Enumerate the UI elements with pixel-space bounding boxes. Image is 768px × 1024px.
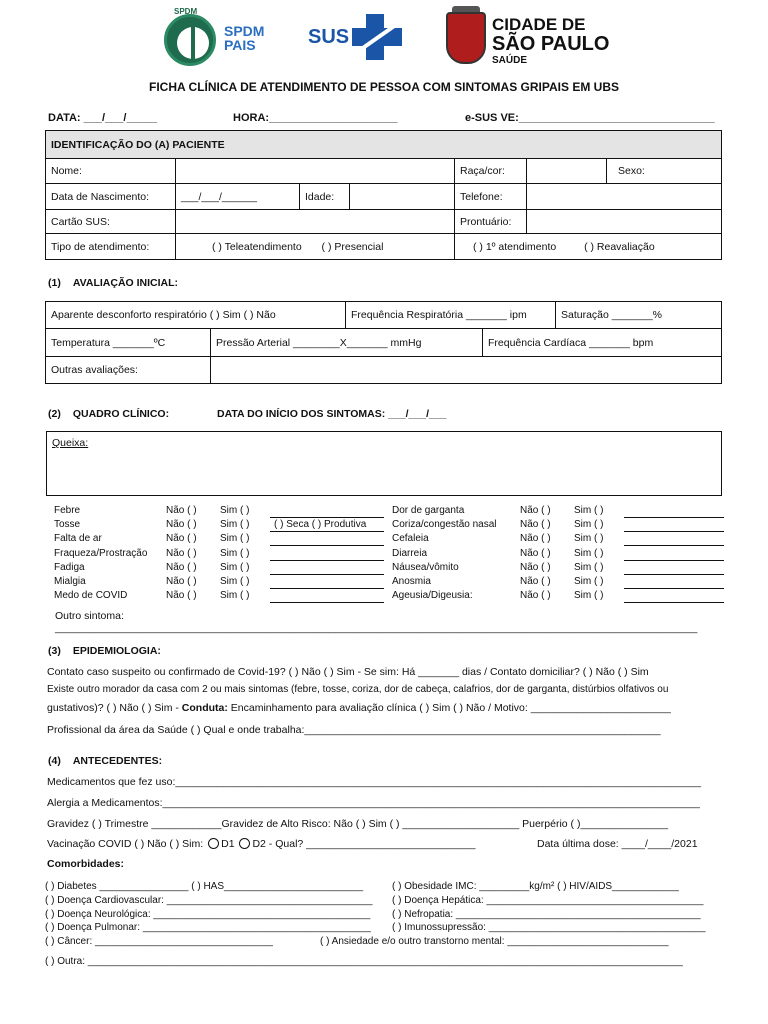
raca-label: Raça/cor: <box>455 159 527 184</box>
avaliacao-table <box>45 301 722 329</box>
symptom-nao-checkbox[interactable]: Não ( ) <box>166 533 197 545</box>
tosse-tipo-options[interactable]: ( ) Seca ( ) Produtiva <box>274 519 367 531</box>
idade-input[interactable] <box>350 184 455 210</box>
symptom-label: Diarreia <box>392 547 428 559</box>
symptom-detail-line[interactable] <box>270 560 384 561</box>
ultima-dose-field[interactable]: Data última dose: ____/____/2021 <box>537 838 698 850</box>
tipo-options <box>176 234 455 260</box>
primeiro-atendimento-checkbox[interactable]: ( ) 1º atendimento <box>473 240 557 253</box>
raca-input[interactable] <box>527 159 607 184</box>
symptom-nao-checkbox[interactable]: Não ( ) <box>166 561 197 573</box>
symptom-detail-line[interactable] <box>624 560 724 561</box>
spdm-logo-text: SPDM PAIS <box>224 23 265 53</box>
teleatendimento-checkbox[interactable]: ( ) Teleatendimento <box>212 240 302 253</box>
symptom-nao-checkbox[interactable]: Não ( ) <box>520 519 551 531</box>
symptom-sim-checkbox[interactable]: Sim ( ) <box>220 576 250 587</box>
symptom-nao-checkbox[interactable]: Não ( ) <box>166 547 197 559</box>
reavaliacao-checkbox[interactable]: ( ) Reavaliação <box>584 240 655 253</box>
symptom-label: Coriza/congestão nasal <box>392 519 497 531</box>
symptom-nao-checkbox[interactable]: Não ( ) <box>166 505 197 516</box>
symptom-label: Medo de COVID <box>54 590 128 602</box>
symptom-sim-checkbox[interactable]: Sim ( ) <box>574 576 604 587</box>
symptom-nao-checkbox[interactable]: Não ( ) <box>520 533 551 545</box>
alergia-field[interactable]: Alergia a Medicamentos:____________________________________________________________________________________________ <box>47 797 700 809</box>
prontuario-input[interactable] <box>527 210 722 234</box>
symptom-label: Falta de ar <box>54 533 102 545</box>
cartao-label: Cartão SUS: <box>46 210 176 234</box>
symptom-detail-line[interactable] <box>270 545 384 546</box>
symptom-detail-line[interactable] <box>270 588 384 589</box>
sexo-cell[interactable]: Sexo: <box>607 159 722 184</box>
cardiovascular-field[interactable]: ( ) Doença Cardiovascular: _____________________________________ <box>45 895 373 906</box>
symptom-label: Fraqueza/Prostração <box>54 547 148 559</box>
sus-logo-text: SUS <box>308 26 350 48</box>
inicio-sintomas-field[interactable]: DATA DO INÍCIO DOS SINTOMAS: ___/___/___ <box>217 408 447 420</box>
symptom-sim-checkbox[interactable]: Sim ( ) <box>220 533 250 545</box>
symptom-sim-checkbox[interactable]: Sim ( ) <box>574 533 604 545</box>
symptom-label: Náusea/vômito <box>392 561 459 573</box>
symptom-label: Fadiga <box>54 561 85 573</box>
antecedentes-heading: (4) ANTECEDENTES: <box>48 755 163 767</box>
symptom-nao-checkbox[interactable]: Não ( ) <box>520 547 551 559</box>
symptom-sim-checkbox[interactable]: Sim ( ) <box>220 547 250 559</box>
diabetes-field[interactable]: ( ) Diabetes ________________ ( ) HAS_________________________ <box>45 881 364 892</box>
queixa-label: Queixa: <box>52 437 89 449</box>
shield-icon <box>446 12 486 64</box>
hora-field[interactable]: HORA:_____________________ <box>233 112 398 124</box>
contato-line[interactable]: Contato caso suspeito ou confirmado de Covid-19? ( ) Não ( ) Sim - Se sim: Há _______ dias / Contato domiciliar? ( ) Não ( ) Sim <box>47 666 649 678</box>
avaliacao-table-2 <box>45 328 722 384</box>
nome-input[interactable] <box>176 159 455 184</box>
symptom-detail-line[interactable] <box>624 545 724 546</box>
symptom-sim-checkbox[interactable]: Sim ( ) <box>220 505 250 516</box>
tipo-label: Tipo de atendimento: <box>46 234 176 260</box>
telefone-label: Telefone: <box>455 184 527 210</box>
spdm-emblem-text: SPDM <box>174 7 198 16</box>
pressao-field[interactable]: Pressão Arterial ________X_______ mmHg <box>211 329 483 357</box>
telefone-input[interactable] <box>527 184 722 210</box>
hepatica-field[interactable]: ( ) Doença Hepática: _______________________________________ <box>392 895 704 906</box>
symptom-nao-checkbox[interactable]: Não ( ) <box>166 519 197 531</box>
profissional-line[interactable]: Profissional da área da Saúde ( ) Qual e onde trabalha:_____________________________________________________________ <box>47 724 661 736</box>
neurologica-field[interactable]: ( ) Doença Neurológica: _______________________________________ <box>45 909 371 920</box>
symptom-sim-checkbox[interactable]: Sim ( ) <box>574 590 604 602</box>
pulmonar-field[interactable]: ( ) Doença Pulmonar: _________________________________________ <box>45 922 371 933</box>
ansiedade-field[interactable]: ( ) Ansiedade e/o outro transtorno mental: _____________________________ <box>320 936 669 947</box>
symptom-detail-line[interactable] <box>624 588 724 589</box>
symptom-nao-checkbox[interactable]: Não ( ) <box>520 561 551 573</box>
symptom-detail-line[interactable] <box>624 531 724 532</box>
symptom-sim-checkbox[interactable]: Sim ( ) <box>574 547 604 559</box>
symptom-sim-checkbox[interactable]: Sim ( ) <box>220 590 250 602</box>
esus-field[interactable]: e-SUS VE:________________________________ <box>465 112 715 124</box>
d1-radio[interactable] <box>208 838 219 849</box>
cancer-field[interactable]: ( ) Câncer: ________________________________ <box>45 936 273 947</box>
symptom-label: Tosse <box>54 519 81 531</box>
symptom-detail-line <box>270 531 384 532</box>
page-title: FICHA CLÍNICA DE ATENDIMENTO DE PESSOA COM SINTOMAS GRIPAIS EM UBS <box>148 80 620 94</box>
outra-field[interactable]: ( ) Outra: ___________________________________________________________________________________________________________ <box>45 956 683 967</box>
atendimento-options <box>455 234 722 260</box>
outras-input[interactable] <box>211 357 722 384</box>
medicamentos-field[interactable]: Medicamentos que fez uso:__________________________________________________________________________________________ <box>47 776 701 788</box>
gravidez-field[interactable]: Gravidez ( ) Trimestre ____________Gravidez de Alto Risco: Não ( ) Sim ( ) ____________________ Puerpério ( )_______________ <box>47 818 669 830</box>
d2-radio[interactable] <box>239 838 250 849</box>
prontuario-label: Prontuário: <box>455 210 527 234</box>
outro-sintoma-field[interactable]: Outro sintoma: ______________________________________________________________________________________________________________ <box>55 610 698 634</box>
symptom-detail-line[interactable] <box>270 574 384 575</box>
symptom-detail-line[interactable] <box>270 602 384 603</box>
obesidade-field[interactable]: ( ) Obesidade IMC: _________kg/m² ( ) HIV/AIDS____________ <box>392 881 679 892</box>
symptom-label: Dor de garganta <box>392 505 465 516</box>
symptom-label: Ageusia/Digeusia: <box>392 590 473 602</box>
imunossupressao-field[interactable]: ( ) Imunossupressão: _______________________________________ <box>392 922 706 933</box>
idade-label: Idade: <box>300 184 350 210</box>
symptom-detail-line[interactable] <box>624 602 724 603</box>
cartao-input[interactable] <box>176 210 455 234</box>
nascimento-input[interactable]: ___/___/______ <box>176 184 300 210</box>
sus-logo <box>308 12 406 62</box>
queixa-box[interactable] <box>46 431 722 496</box>
comorbidades-heading: Comorbidades: <box>47 858 125 870</box>
conduta-line[interactable]: gustativos)? ( ) Não ( ) Sim - Conduta: Encaminhamento para avaliação clínica ( ) Sim ( ) Não / Motivo: ________________________ <box>47 702 671 714</box>
vacinacao-field[interactable]: Vacinação COVID ( ) Não ( ) Sim: D1 D2 - Qual? _____________________________ <box>47 838 476 850</box>
saturacao-field[interactable]: Saturação _______% <box>556 302 722 329</box>
identification-header: IDENTIFICAÇÃO DO (A) PACIENTE <box>46 131 722 159</box>
symptom-label: Anosmia <box>392 576 431 587</box>
spdm-logo <box>162 7 274 66</box>
data-field[interactable]: DATA: ___/___/_____ <box>48 112 158 124</box>
symptom-sim-checkbox[interactable]: Sim ( ) <box>220 519 250 531</box>
symptom-sim-checkbox[interactable]: Sim ( ) <box>574 505 604 516</box>
epidemiologia-heading: (3) EPIDEMIOLOGIA: <box>48 645 161 657</box>
freq-resp-field[interactable]: Frequência Respiratória _______ ipm <box>346 302 556 329</box>
symptom-sim-checkbox[interactable]: Sim ( ) <box>574 561 604 573</box>
symptom-nao-checkbox[interactable]: Não ( ) <box>520 505 551 516</box>
symptom-detail-line[interactable] <box>624 517 724 518</box>
symptom-nao-checkbox[interactable]: Não ( ) <box>166 590 197 602</box>
freq-card-field[interactable]: Frequência Cardíaca _______ bpm <box>483 329 722 357</box>
nascimento-label: Data de Nascimento: <box>46 184 176 210</box>
symptom-sim-checkbox[interactable]: Sim ( ) <box>574 519 604 531</box>
symptom-label: Mialgia <box>54 576 86 587</box>
temperatura-field[interactable]: Temperatura _______ºC <box>46 329 211 357</box>
symptom-detail-line[interactable] <box>270 517 384 518</box>
presencial-checkbox[interactable]: ( ) Presencial <box>321 240 384 253</box>
symptom-sim-checkbox[interactable]: Sim ( ) <box>220 561 250 573</box>
identification-table <box>45 130 722 260</box>
nefropatia-field[interactable]: ( ) Nefropatia: ____________________________________________ <box>392 909 701 920</box>
quadro-heading: (2) QUADRO CLÍNICO: <box>48 408 170 420</box>
desconforto-field[interactable]: Aparente desconforto respiratório ( ) Sim ( ) Não <box>46 302 346 329</box>
symptom-label: Febre <box>54 505 81 516</box>
symptom-nao-checkbox[interactable]: Não ( ) <box>520 576 551 587</box>
symptom-label: Cefaleia <box>392 533 429 545</box>
morador-line: Existe outro morador da casa com 2 ou mais sintomas (febre, tosse, coriza, dor de cabeça, calafrios, dor de garganta, distúrbios olfativos ou <box>47 684 669 695</box>
spdm-emblem-icon <box>164 14 216 66</box>
avaliacao-heading: (1) AVALIAÇÃO INICIAL: <box>48 277 179 289</box>
nome-label: Nome: <box>46 159 176 184</box>
outras-label: Outras avaliações: <box>46 357 211 384</box>
symptom-nao-checkbox[interactable]: Não ( ) <box>166 576 197 587</box>
sao-paulo-logo: CIDADE DE SÃO PAULO SAÚDE <box>446 10 611 68</box>
symptom-nao-checkbox[interactable]: Não ( ) <box>520 590 551 602</box>
symptom-detail-line[interactable] <box>624 574 724 575</box>
